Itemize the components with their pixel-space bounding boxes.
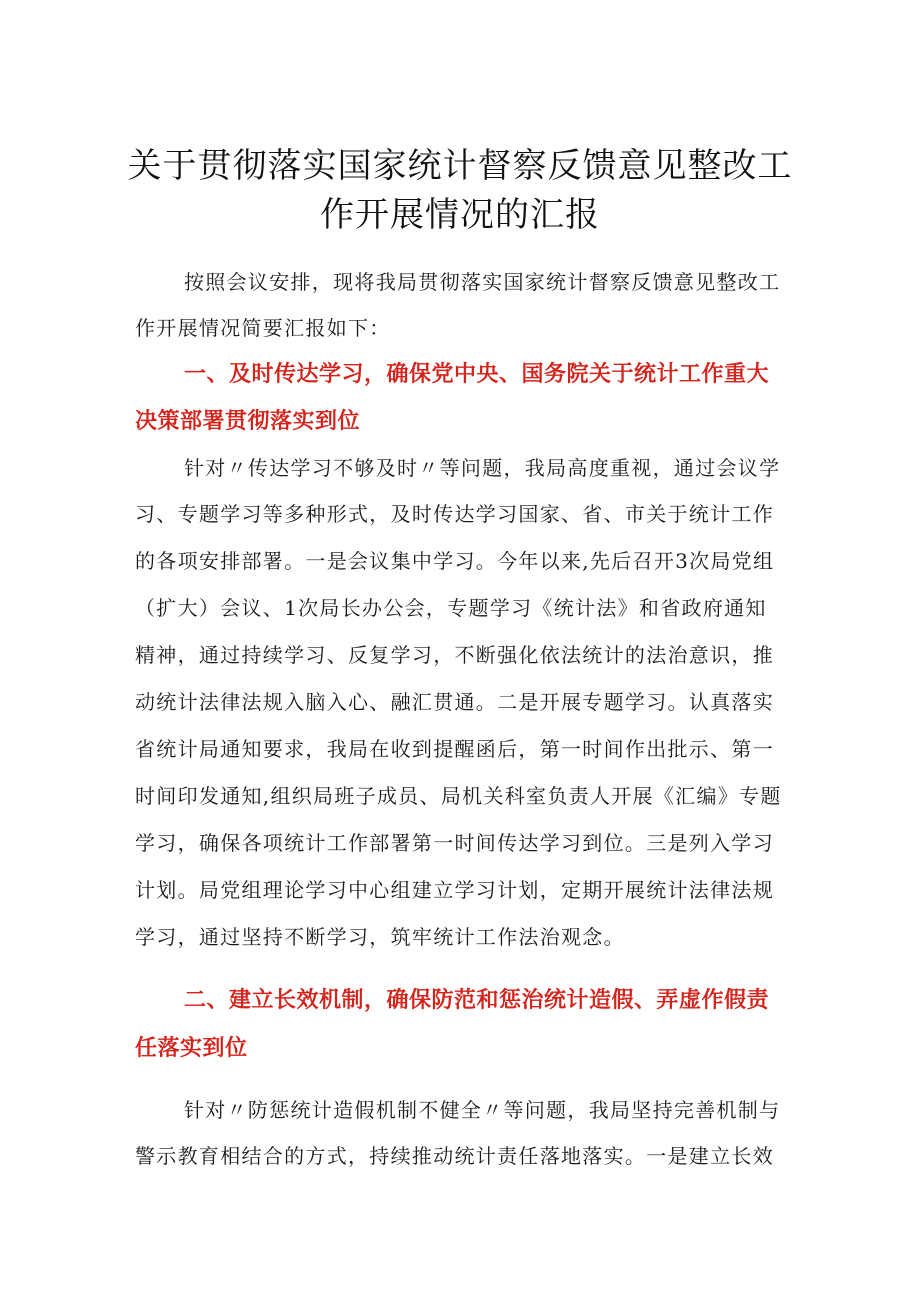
section-1-body-line-11: 学习，通过坚持不断学习，筑牢统计工作法治观念。 [135, 925, 625, 949]
section-1-body-line-5: 精神，通过持续学习、反复学习，不断强化依法统计的法治意识，推 [135, 643, 774, 667]
section-1-body-line-1: 针对〃传达学习不够及时〃等问题，我局高度重视，通过会议学 [184, 456, 781, 480]
section-2-heading-line-2: 任落实到位 [135, 1036, 248, 1061]
intro-paragraph-line-2: 作开展情况简要汇报如下： [135, 316, 391, 340]
section-1-heading-line-1: 一、及时传达学习，确保党中央、国务院关于统计工作重大 [184, 362, 770, 387]
section-1-body-line-9: 学习，确保各项统计工作部署第一时间传达学习到位。三是列入学习 [135, 831, 774, 855]
section-1-body-line-8: 时间印发通知,组织局班子成员、局机关科室负责人开展《汇编》专题 [135, 784, 782, 808]
section-1-body-line-4: （扩大）会议、1次局长办公会，专题学习《统计法》和省政府通知 [135, 596, 767, 620]
document-title-line-2: 作开展情况的汇报 [320, 195, 600, 235]
intro-paragraph-line-1: 按照会议安排，现将我局贯彻落实国家统计督察反馈意见整改工 [184, 270, 781, 294]
section-1-heading-line-2: 决策部署贯彻落实到位 [135, 409, 361, 434]
section-2-body-line-2: 警示教育相结合的方式，持续推动统计责任落地落实。一是建立长效 [135, 1144, 774, 1168]
section-1-body-line-3: 的各项安排部署。一是会议集中学习。今年以来,先后召开3次局党组 [135, 549, 775, 573]
section-1-body-line-2: 习、专题学习等多种形式，及时传达学习国家、省、市关于统计工作 [135, 502, 774, 526]
section-2-body-line-1: 针对〃防惩统计造假机制不健全〃等问题，我局坚持完善机制与 [184, 1098, 781, 1122]
document-title-line-1: 关于贯彻落实国家统计督察反馈意见整改工 [127, 146, 793, 186]
section-1-body-line-10: 计划。局党组理论学习中心组建立学习计划，定期开展统计法律法规 [135, 878, 774, 902]
section-1-body-line-6: 动统计法律法规入脑入心、融汇贯通。二是开展专题学习。认真落实 [135, 690, 774, 714]
section-1-body-line-7: 省统计局通知要求，我局在收到提醒函后，第一时间作出批示、第一 [135, 737, 774, 761]
section-2-heading-line-1: 二、建立长效机制，确保防范和惩治统计造假、弄虚作假责 [184, 988, 770, 1013]
